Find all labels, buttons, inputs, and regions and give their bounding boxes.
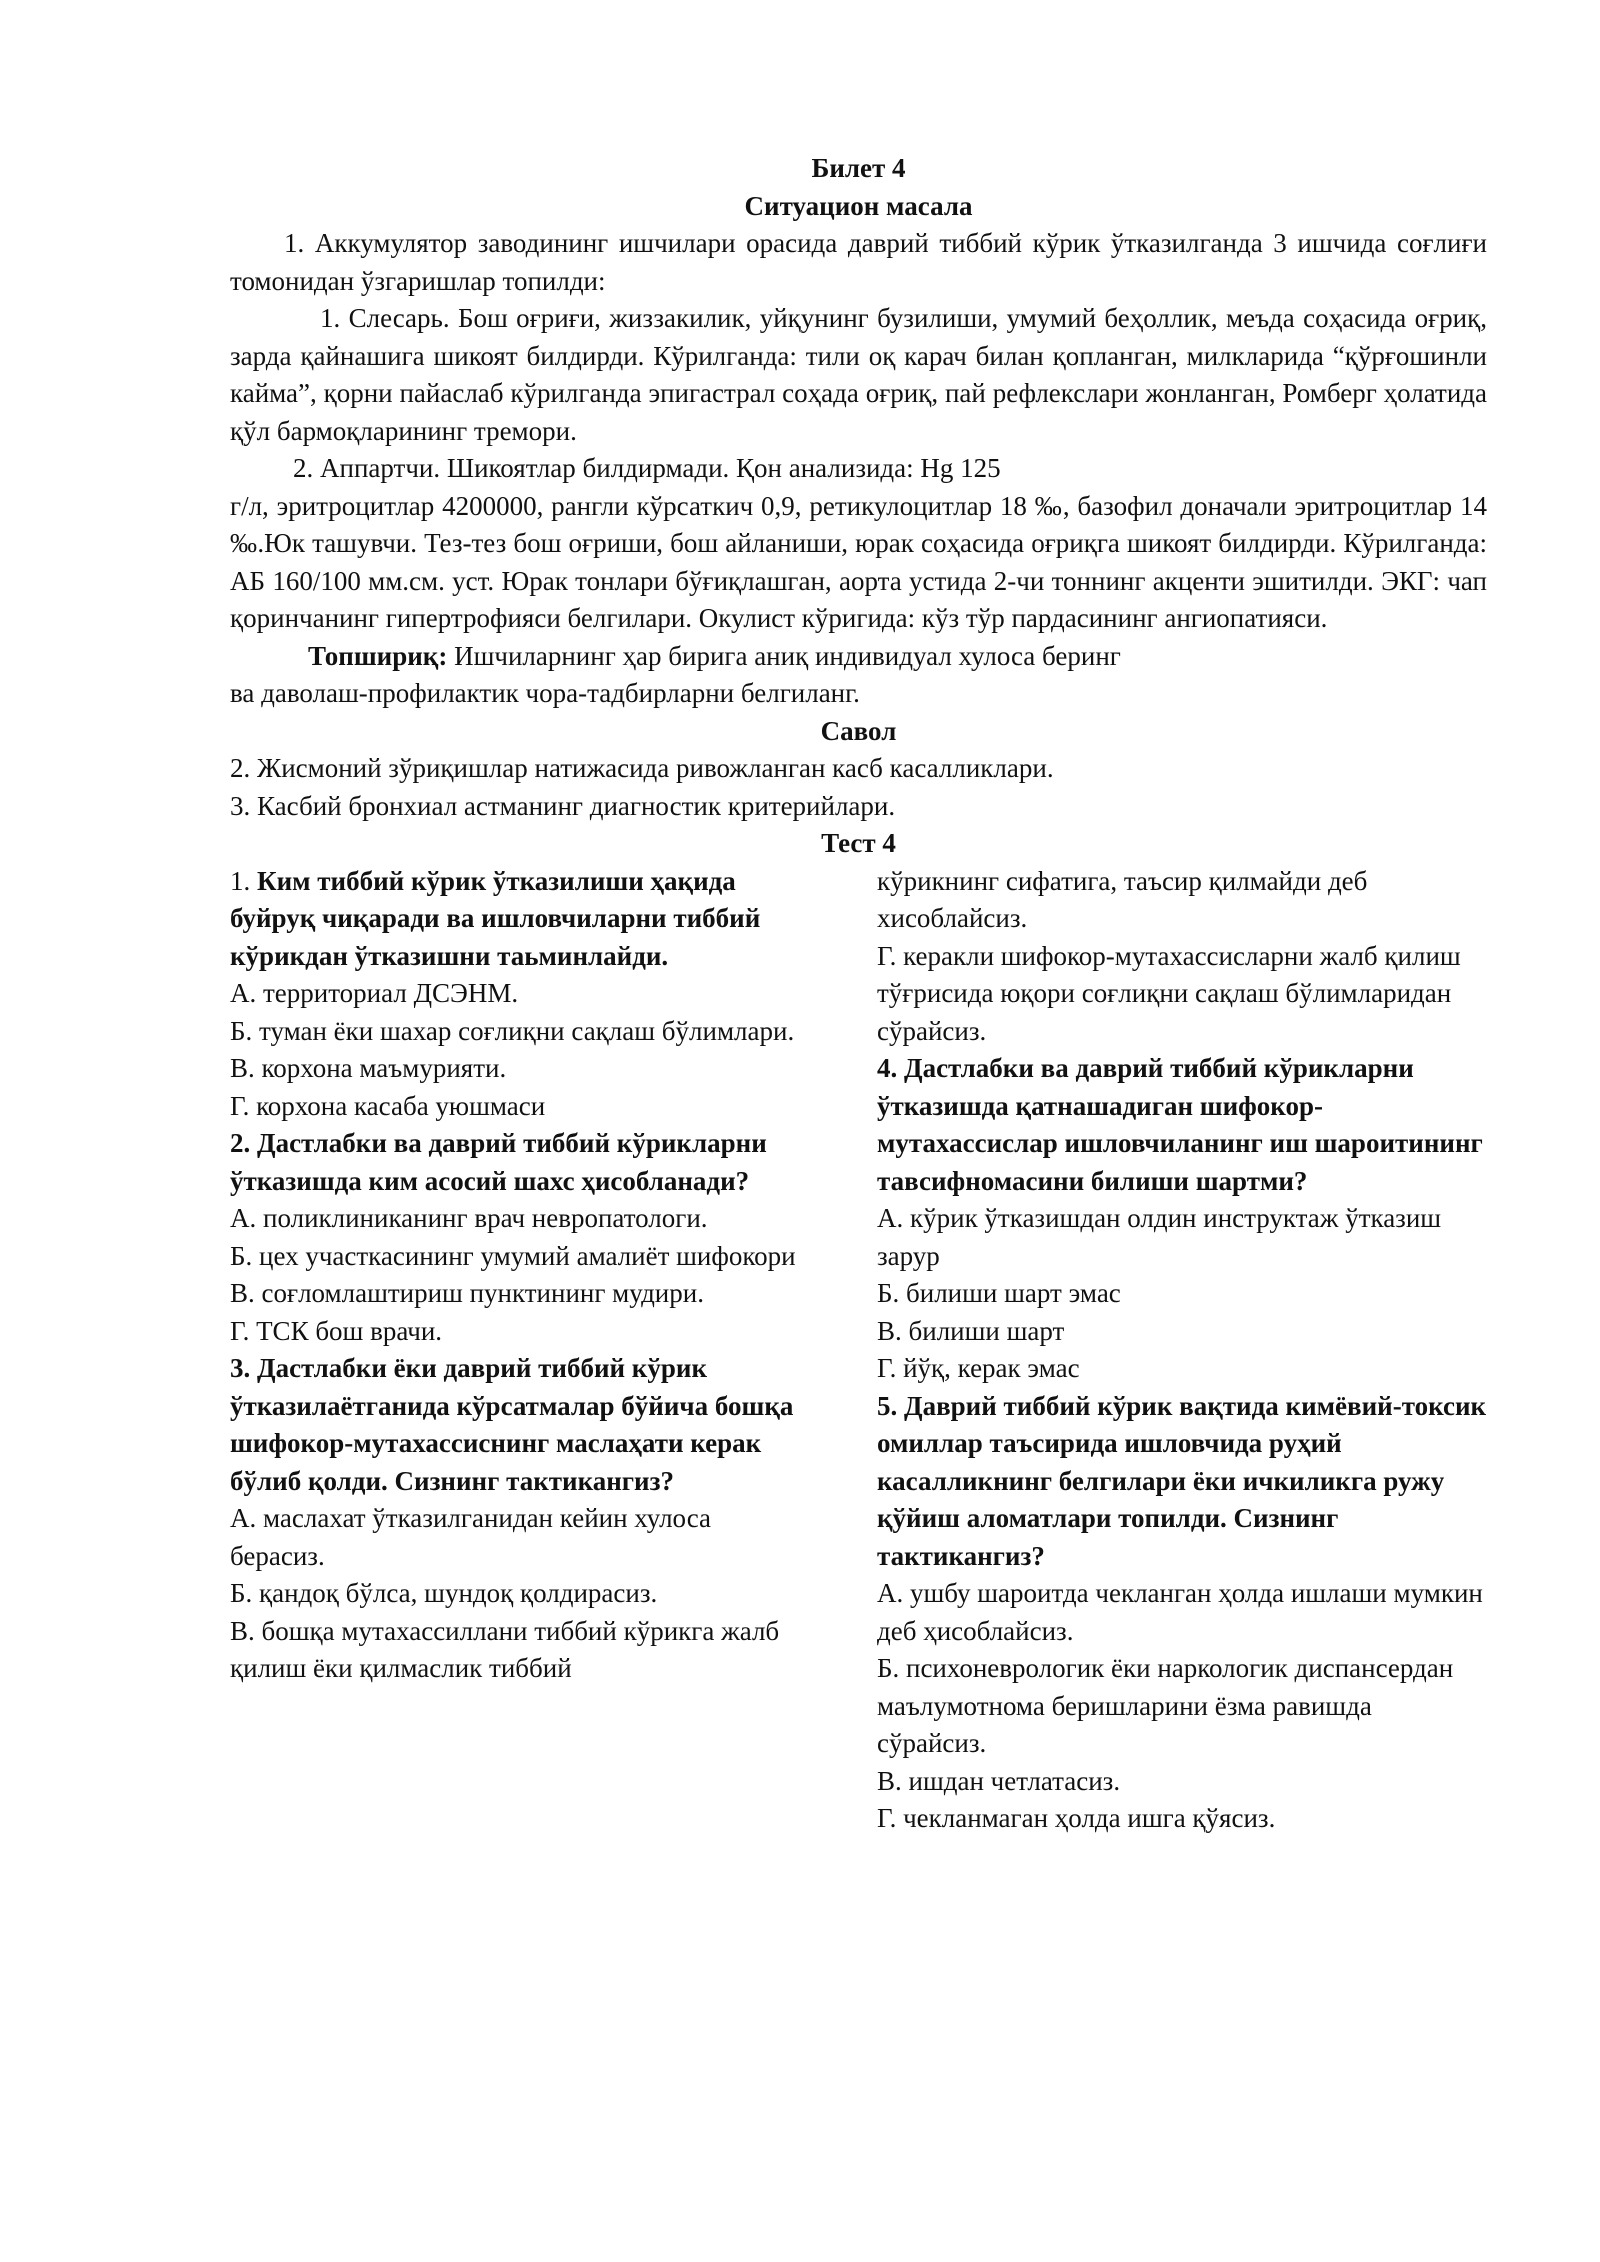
situation-intro: 1. Аккумулятор заводининг ишчилари орасида даврий тиббий кўрик ўтказилганда 3 ишчида соғлиғи томонидан ўзгаришлар топилди: [230,228,1487,296]
test-columns [230,863,1487,1838]
task-text: Ишчиларнинг ҳар бирига аниқ индивидуал хулоса беринг [447,640,1121,671]
test-q4-option-g: Г. йўқ, керак эмас [877,1353,1080,1383]
test-q1-option-v: В. корхона маъмурияти. [230,1053,507,1083]
test-column-left [230,863,810,1838]
question-2: 2. Жисмоний зўриқишлар натижасида ривожланган касб касалликлари. [230,753,1054,783]
task-line [230,638,1487,676]
test-q1-number: 1. [230,865,257,896]
document-page [230,150,1487,1838]
situation-heading: Ситуацион масала [744,190,973,221]
test-q5-option-g: Г. чекланмаган ҳолда ишга қўясиз. [877,1803,1276,1833]
test-q5-option-a: А. ушбу шароитда чекланган ҳолда ишлаши мумкин деб ҳисоблайсиз. [877,1578,1483,1646]
task-line-2: ва даволаш-профилактик чора-тадбирларни белгиланг. [230,678,860,708]
test-q3-option-b: Б. қандоқ бўлса, шундоқ қолдирасиз. [230,1578,658,1608]
test-q5-text: 5. Даврий тиббий кўрик вақтида кимёвий-токсик омиллар таъсирида ишловчида руҳий касалликнинг белгилари ёки ичкиликга ружу қўйиш аломатлари топилди. Сизнинг тактикангиз? [877,1390,1487,1571]
questions-heading: Савол [820,715,897,746]
test-q1-option-g: Г. корхона касаба уюшмаси [230,1090,546,1121]
test-q5-option-v: В. ишдан четлатасиз. [877,1765,1121,1796]
task-label: Топшириқ: [308,640,448,671]
test-q2-option-b: Б. цех участкасининг умумий амалиёт шифокори [230,1240,796,1271]
case-2-first-line: 2. Аппартчи. Шикоятлар билдирмади. Қон анализида: Hg 125 [293,453,1001,483]
test-q3-option-v-continued: кўрикнинг сифатига, таъсир қилмайди деб хисоблайсиз. [877,865,1368,933]
test-q3-text: 3. Дастлабки ёки даврий тиббий кўрик ўтказилаётганида кўрсатмалар бўйича бошқа шифокор-мутахассиснинг маслаҳати керак бўлиб қолди. Сизнинг тактикангиз? [230,1353,794,1496]
test-q2-option-a: А. поликлиниканинг врач невропатологи. [230,1203,708,1233]
test-q2-option-g: Г. ТСК бош врачи. [230,1315,443,1346]
test-q1-text: Ким тиббий кўрик ўтказилиши ҳақида буйруқ чиқаради ва ишловчиларни тиббий кўрикдан ўтказишни таьминлайди. [230,865,761,971]
case-1-paragraph: 1. Слесарь. Бош оғриғи, жиззакилик, уйқунинг бузилиши, умумий беҳоллик, меъда соҳасида оғриқ, зарда қайнашига шикоят билдирди. Кўрилганда: тили оқ карач билан қопланган, милкларида “қўрғошинли кайма”, қорни пайаслаб кўрилганда эпигастрал соҳада оғриқ, пай рефлекслари жонланган, Ромберг ҳолатида қўл бармоқларининг тремори. [230,303,1487,446]
test-q1 [230,863,810,976]
test-q4-option-v: В. билиши шарт [877,1315,1065,1346]
test-q2-text: 2. Дастлабки ва даврий тиббий кўрикларни ўтказишда ким асосий шахс ҳисобланади? [230,1128,767,1196]
test-heading: Тест 4 [821,828,896,858]
test-q1-option-a: А. территориал ДСЭНМ. [230,978,519,1008]
test-column-right [877,863,1487,1838]
test-q3-option-g: Г. керакли шифокор-мутахассисларни жалб қилиш тўғрисида юқори соғлиқни сақлаш бўлимларидан сўрайсиз. [877,940,1461,1046]
test-q1-option-b: Б. туман ёки шахар соғлиқни сақлаш бўлимлари. [230,1015,795,1046]
test-q3-option-a: А. маслахат ўтказилганидан кейин хулоса берасиз. [230,1503,712,1571]
test-q5-option-b: Б. психоневрологик ёки наркологик диспансердан маълумотнома беришларини ёзма равишда сўрайсиз. [877,1653,1454,1758]
test-q4-text: 4. Дастлабки ва даврий тиббий кўрикларни ўтказишда қатнашадиган шифокор-мутахассислар ишловчиланинг иш шароитининг тавсифномасини билиши шартми? [877,1053,1483,1196]
test-q2-option-v: В. соғломлаштириш пунктининг мудири. [230,1278,704,1308]
ticket-title: Билет 4 [811,153,906,183]
test-q4-option-b: Б. билиши шарт эмас [877,1278,1121,1308]
test-q4-option-a: А. кўрик ўтказишдан олдин инструктаж ўтказиш зарур [877,1203,1442,1271]
question-3: 3. Касбий бронхиал астманинг диагностик критерийлари. [230,790,896,821]
case-2-paragraph: г/л, эритроцитлар 4200000, рангли кўрсаткич 0,9, ретикулоцитлар 18 ‰, базофил доначали эритроцитлар 14 ‰.Юк ташувчи. Тез-тез бош оғриши, бош айланиши, юрак соҳасида оғриқга шикоят билдирди. Кўрилганда: АБ 160/100 мм.см. уст. Юрак тонлари бўғиқлашган, аорта устида 2-чи тоннинг акценти эшитилди. ЭКГ: чап қоринчанинг гипертрофияси белгилари. Окулист кўригида: кўз тўр пардасининг ангиопатияси. [230,490,1487,633]
test-q3-option-v: В. бошқа мутахассиллани тиббий кўрикга жалб қилиш ёки қилмаслик тиббий [230,1615,780,1683]
